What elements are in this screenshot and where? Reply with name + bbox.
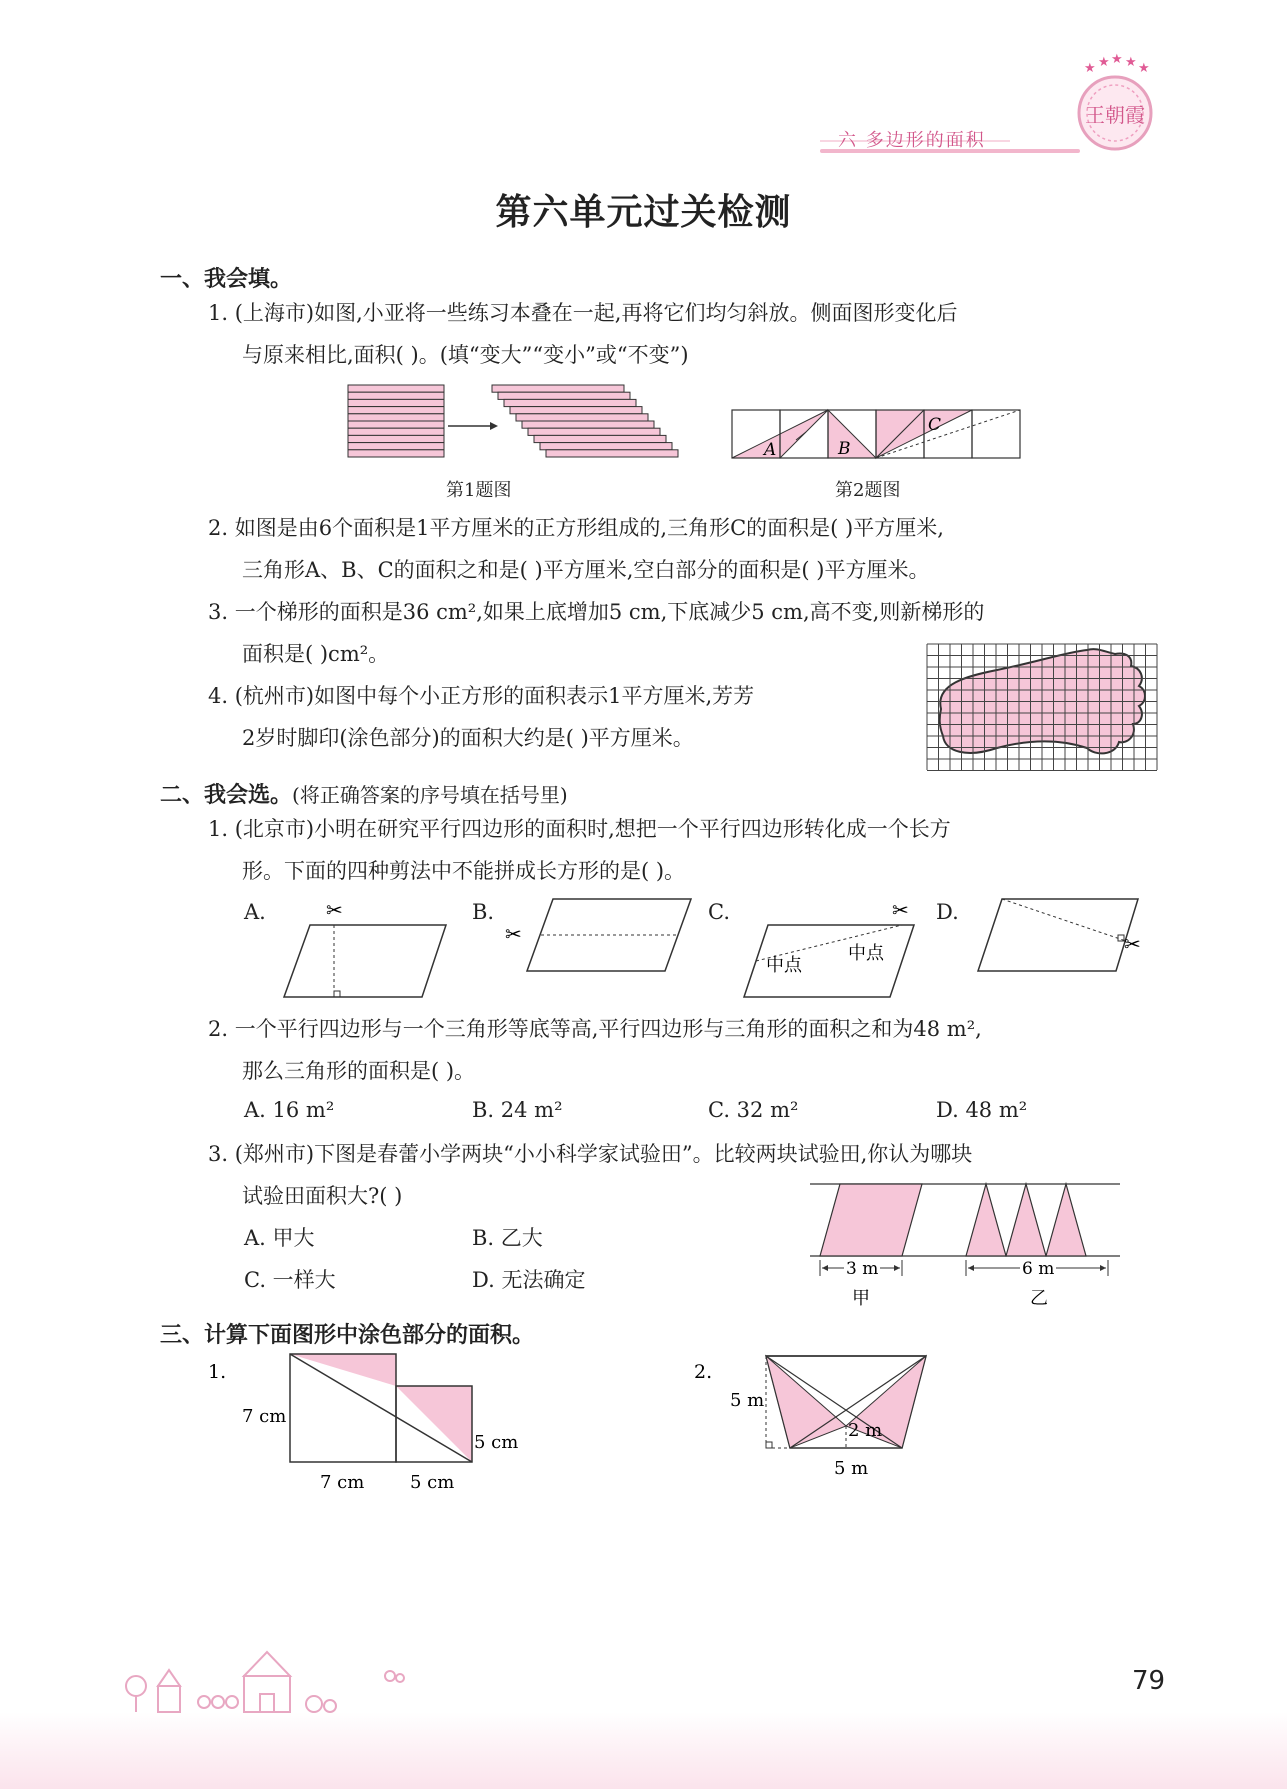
book-strip [348,428,444,435]
book-strip [348,450,444,457]
fig2-squares [732,410,1022,470]
s1-q1-line1: 1. (上海市)如图,小亚将一些练习本叠在一起,再将它们均匀斜放。侧面图形变化后 [208,301,958,325]
fig3-1-right-label: 5 cm [474,1432,519,1453]
fig3-1-left-label: 7 cm [242,1406,287,1427]
fig3-2-middle-label: 2 m [848,1420,883,1441]
fig3-1-bottom1-label: 7 cm [320,1472,365,1493]
field1-name: 甲 [852,1288,870,1309]
svg-text:★: ★ [1111,52,1123,67]
footprint-grid [927,644,1167,774]
book-strip-slanted [522,421,654,428]
footer-band [0,1712,1287,1789]
field1-width: 3 m [846,1259,879,1279]
page-title: 第六单元过关检测 [495,192,792,233]
book-strip [348,443,444,450]
parallelogram-d [974,895,1154,985]
s2-q2-option-c: C. 32 m² [708,1098,799,1122]
book-strip-slanted [540,443,672,450]
book-strip-slanted [516,414,648,421]
field2-name: 乙 [1030,1288,1048,1309]
book-strip-slanted [492,385,624,392]
s2-q1-option-d: D. [936,900,959,924]
castle-decoration-icon [118,1646,418,1716]
s2-q2-option-a: A. 16 m² [244,1098,335,1122]
fig3-1-bottom2-label: 5 cm [410,1472,455,1493]
book-strip [348,385,444,392]
fig2-caption: 第2题图 [835,480,901,501]
s2-q1-option-c: C. [708,900,730,924]
s2-q3-line1: 3. (郑州市)下图是春蕾小学两块“小小科学家试验田”。比较两块试验田,你认为哪块 [208,1142,973,1166]
section3-heading: 三、计算下面图形中涂色部分的面积。 [160,1323,535,1348]
parallelogram-a [280,895,450,1005]
fig1-caption: 第1题图 [446,480,512,501]
shaded-figure-2 [694,1354,954,1484]
s2-q3-option-b: B. 乙大 [472,1226,543,1250]
fig3-2-left-label: 5 m [730,1390,765,1411]
book-strip [348,435,444,442]
svg-text:★: ★ [1138,61,1150,76]
book-strip-slanted [528,428,660,435]
fig3-1-num: 1. [208,1361,227,1383]
s2-q2-option-b: B. 24 m² [472,1098,563,1122]
svg-text:★: ★ [1125,55,1137,70]
s1-q4-line1: 4. (杭州市)如图中每个小正方形的面积表示1平方厘米,芳芳 [208,684,755,708]
s2-q1-line2: 形。下面的四种剪法中不能拼成长方形的是( )。 [242,859,686,883]
book-strip [348,414,444,421]
brand-seal-icon [1070,52,1160,158]
s1-q3-line1: 3. 一个梯形的面积是36 cm²,如果上底增加5 cm,下底减少5 cm,高不变,则新梯形的 [208,600,985,624]
fig3-2-num: 2. [694,1361,713,1383]
book-strip-slanted [498,392,630,399]
fig2-label-b: B [838,439,851,459]
fig3-2-bottom-label: 5 m [834,1458,869,1479]
s1-q2-line1: 2. 如图是由6个面积是1平方厘米的正方形组成的,三角形C的面积是( )平方厘米, [208,516,944,540]
s2-q3-option-d: D. 无法确定 [472,1268,586,1292]
book-strip-slanted [546,450,678,457]
parallelogram-c [738,895,918,1005]
book-strip-slanted [504,399,636,406]
page-number: 79 [1132,1666,1166,1696]
s2-q2-line2: 那么三角形的面积是( )。 [242,1059,476,1083]
svg-text:★: ★ [1084,61,1096,76]
s1-q3-line2: 面积是( )cm²。 [242,642,390,666]
s2-q1-line1: 1. (北京市)小明在研究平行四边形的面积时,想把一个平行四边形转化成一个长方 [208,817,951,841]
scissors-icon: ✂ [892,898,909,922]
book-strip-slanted [510,407,642,414]
chapter-label: 六 多边形的面积 [838,130,986,151]
book-strip-slanted [534,435,666,442]
s2-q2-option-d: D. 48 m² [936,1098,1028,1122]
s2-q1-option-b: B. [472,900,495,924]
section1-heading: 一、我会填。 [160,267,293,292]
s2-q3-option-c: C. 一样大 [244,1268,336,1292]
book-strip [348,392,444,399]
fig1-stacked-books [348,380,648,460]
scissors-icon: ✂ [326,898,343,922]
svg-text:王朝霞: 王朝霞 [1085,103,1145,127]
book-strip [348,399,444,406]
fig2-label-c: C [928,415,942,435]
s2-q3-option-a: A. 甲大 [244,1226,315,1250]
svg-text:★: ★ [1098,55,1110,70]
test-fields-figure [810,1176,1120,1316]
s1-q4-line2: 2岁时脚印(涂色部分)的面积大约是( )平方厘米。 [242,726,694,750]
s1-q2-line2: 三角形A、B、C的面积之和是( )平方厘米,空白部分的面积是( )平方厘米。 [242,558,930,582]
book-strip [348,421,444,428]
s1-q1-line2: 与原来相比,面积( )。(填“变大”“变小”或“不变”) [242,343,689,367]
shaded-figure-1 [208,1354,519,1494]
s2-q3-line2: 试验田面积大?( ) [242,1184,403,1208]
scissors-icon: ✂ [1124,932,1141,956]
parallelogram-b [505,895,695,985]
s2-q2-line1: 2. 一个平行四边形与一个三角形等底等高,平行四边形与三角形的面积之和为48 m², [208,1017,982,1041]
section2-heading: 二、我会选。(将正确答案的序号填在括号里) [160,783,568,808]
s2-q1-option-a: A. [244,900,266,924]
fig2-label-a: A [764,440,777,460]
midpoint-label: 中点 [766,955,802,976]
book-strip [348,407,444,414]
midpoint-label: 中点 [848,943,884,964]
scissors-icon: ✂ [505,922,522,946]
field2-width: 6 m [1022,1259,1055,1279]
